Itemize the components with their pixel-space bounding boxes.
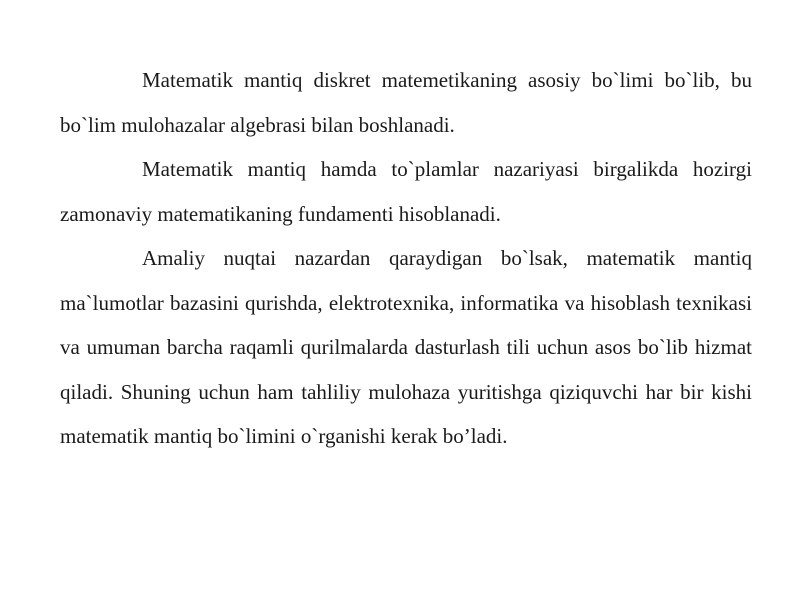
paragraph-3: Amaliy nuqtai nazardan qaraydigan bo`lsak, matematik mantiq ma`lumotlar bazasini qurishda, elektrotexnika, informatika va hisoblash texnikasi va umuman barcha raqamli qurilmalarda dasturlash tili uchun asos bo`lib hizmat qiladi. Shuning uchun ham tahliliy mulohaza yuritishga qiziquvchi har bir kishi matematik mantiq bo`limini o`rganishi kerak bo’ladi. [60,246,752,448]
paragraph-1: Matematik mantiq diskret matemetikaning asosiy bo`limi bo`lib, bu bo`lim mulohazalar algebrasi bilan boshlanadi. [60,68,752,137]
paragraph-2: Matematik mantiq hamda to`plamlar nazariyasi birgalikda hozirgi zamonaviy matematikaning fundamenti hisoblanadi. [60,157,752,226]
document-page [60,58,752,459]
